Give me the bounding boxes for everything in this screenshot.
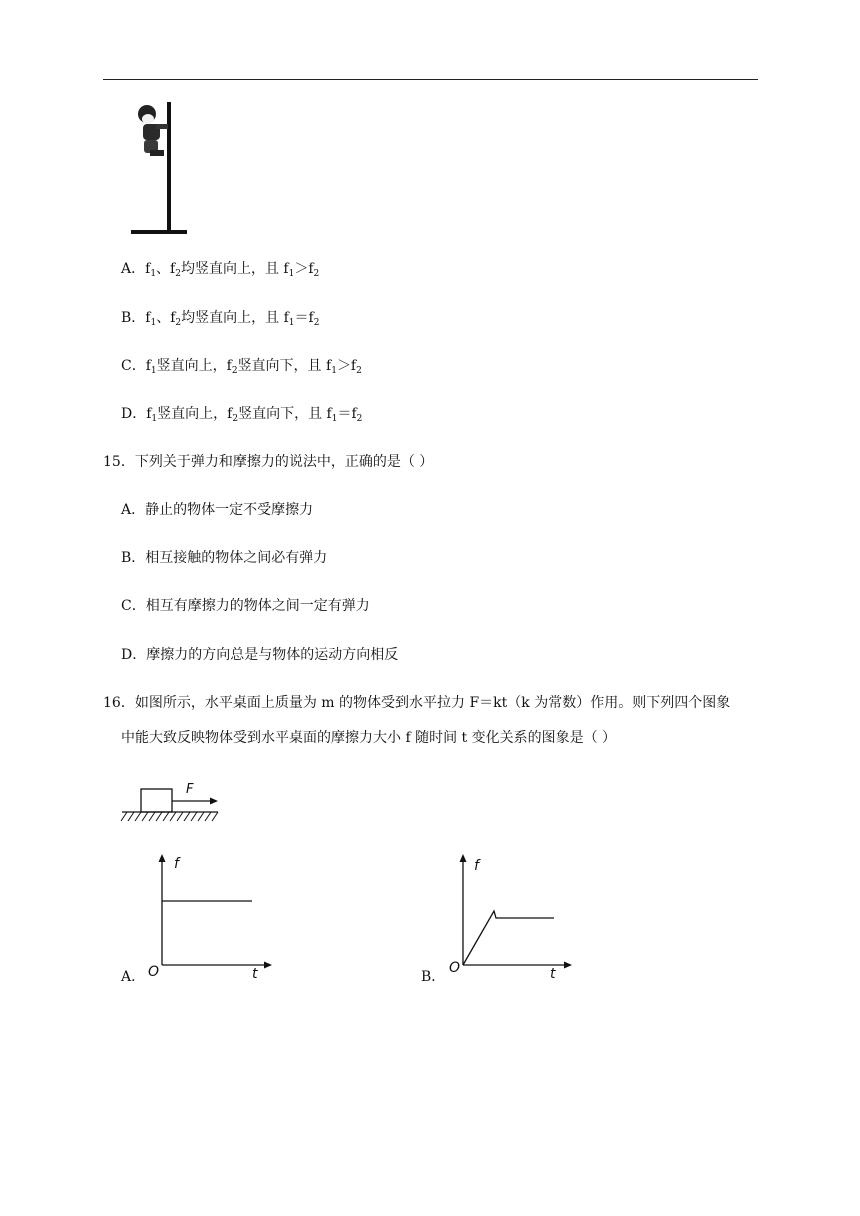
q16-stem-line2: 中能大致反映物体受到水平桌面的摩擦力大小 f 随时间 t 变化关系的图象是（ ） (121, 730, 617, 746)
q15-stem: 15．下列关于弹力和摩擦力的说法中，正确的是（ ） (103, 454, 434, 470)
graph-a-origin: O (148, 964, 160, 980)
q15-option-a[interactable]: A．静止的物体一定不受摩擦力 (121, 502, 314, 518)
graph-b-x-label: t (550, 966, 556, 982)
block-force-figure (118, 778, 224, 828)
table-hatching (121, 812, 218, 821)
pole-base (131, 230, 187, 234)
block (141, 789, 172, 812)
pole (167, 102, 171, 230)
q16-stem-line1: 16．如图所示，水平桌面上质量为 m 的物体受到水平拉力 F＝kt（k 为常数）作用。则下列四个图象 (103, 695, 731, 711)
q14-option-b[interactable]: B．$f_1$、$f_2$均竖直向上，且 $f_1=f_2$ (121, 310, 320, 328)
q15-option-d[interactable]: D．摩擦力的方向总是与物体的运动方向相反 (121, 647, 399, 663)
graph-a-letter[interactable]: A． (121, 969, 146, 985)
graph-a-y-label: f (174, 856, 179, 872)
graph-a-x-label: t (252, 966, 258, 982)
graph-a (140, 848, 280, 983)
graph-b-letter[interactable]: B． (421, 969, 446, 985)
q14-option-c[interactable]: C．$f_1$竖直向上，$f_2$竖直向下，且 $f_1>f_2$ (121, 358, 362, 376)
graph-b-y-label: f (474, 858, 479, 874)
graph-b-origin: O (449, 960, 461, 976)
q15-option-b[interactable]: B．相互接触的物体之间必有弹力 (121, 550, 328, 566)
q14-option-a[interactable]: A．$f_1$、$f_2$均竖直向上，且 $f_1>f_2$ (121, 261, 320, 279)
q15-option-c[interactable]: C．相互有摩擦力的物体之间一定有弹力 (121, 598, 370, 614)
header-rule (103, 79, 758, 80)
q14-option-d[interactable]: D．$f_1$竖直向上，$f_2$竖直向下，且 $f_1=f_2$ (121, 406, 363, 424)
graph-a-y-arrow (159, 854, 166, 862)
graph-b (440, 848, 580, 983)
force-label: F (186, 782, 194, 797)
boy-icon (138, 105, 168, 156)
force-arrowhead (210, 798, 218, 805)
graph-b-x-arrow (564, 962, 572, 969)
graph-b-y-arrow (460, 854, 467, 862)
graph-b-line (463, 911, 554, 965)
graph-a-x-arrow (264, 962, 272, 969)
climbing-boy-figure (128, 100, 194, 238)
